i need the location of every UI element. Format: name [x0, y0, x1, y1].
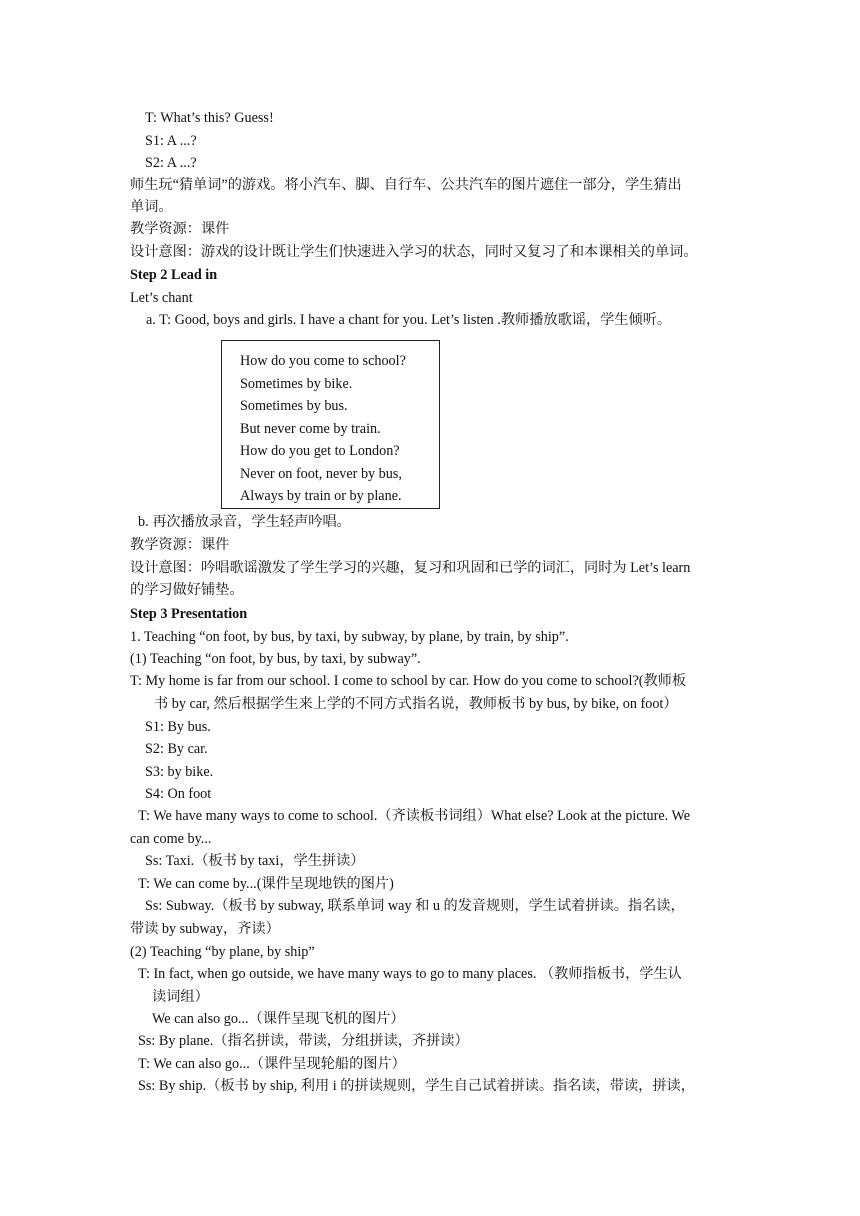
dialogue-line: T: We can come by...(课件呈现地铁的图片) [138, 876, 394, 892]
dialogue-line: T: We have many ways to come to school.（齐读板书词组）What else? Look at the picture. We [138, 808, 691, 824]
resource-line: 教学资源：课件 [130, 537, 230, 553]
dialogue-line: Ss: Subway.（板书 by subway, 联系单词 way 和 u 的发音规则，学生试着拼读。指名读， [145, 898, 685, 914]
paragraph-line: 师生玩“猜单词”的游戏。将小汽车、脚、自行车、公共汽车的图片遮住一部分，学生猜出 [130, 177, 682, 193]
dialogue-line: Ss: Taxi.（板书 by taxi，学生拼读） [145, 853, 365, 869]
paragraph-line: (2) Teaching “by plane, by ship” [130, 944, 315, 960]
chant-line: Sometimes by bike. [240, 376, 353, 392]
dialogue-line: 带读 by subway，齐读） [130, 921, 280, 937]
paragraph-line: 单词。 [130, 199, 173, 215]
dialogue-line: T: What’s this? Guess! [145, 110, 274, 126]
chant-line: How do you come to school? [240, 353, 406, 369]
dialogue-line: S1: A ...? [145, 133, 197, 149]
dialogue-line: We can also go...（课件呈现飞机的图片） [152, 1011, 405, 1027]
dialogue-line: Ss: By plane.（指名拼读，带读，分组拼读，齐拼读） [138, 1033, 469, 1049]
dialogue-line: 读词组） [152, 989, 209, 1005]
chant-line: Never on foot, never by bus, [240, 466, 402, 482]
dialogue-line: can come by... [130, 831, 212, 847]
dialogue-line: S4: On foot [145, 786, 212, 802]
resource-line: 教学资源：课件 [130, 221, 230, 237]
paragraph-line: (1) Teaching “on foot, by bus, by taxi, by subway”. [130, 651, 421, 667]
list-item: a. T: Good, boys and girls. I have a chant for you. Let’s listen .教师播放歌谣，学生倾听。 [146, 312, 672, 328]
dialogue-line: S3: by bike. [145, 764, 214, 780]
step-heading: Step 3 Presentation [130, 606, 248, 622]
intent-line: 设计意图：吟唱歌谣激发了学生学习的兴趣，复习和巩固和已学的词汇，同时为 Let’s learn [130, 560, 691, 576]
list-item: b. 再次播放录音，学生轻声吟唱。 [138, 514, 351, 530]
chant-line: Sometimes by bus. [240, 398, 348, 414]
dialogue-line: T: We can also go...（课件呈现轮船的图片） [138, 1056, 406, 1072]
dialogue-line: S2: A ...? [145, 155, 197, 171]
dialogue-line: S1: By bus. [145, 719, 211, 735]
chant-line: Always by train or by plane. [240, 488, 402, 504]
chant-line: How do you get to London? [240, 443, 400, 459]
step-heading: Step 2 Lead in [130, 267, 218, 283]
paragraph-line: 1. Teaching “on foot, by bus, by taxi, by subway, by plane, by train, by ship”. [130, 629, 569, 645]
chant-line: But never come by train. [240, 421, 381, 437]
dialogue-line: Ss: By ship.（板书 by ship, 利用 i 的拼读规则，学生自己试着拼读。指名读，带读，拼读， [138, 1078, 695, 1094]
intent-line: 的学习做好铺垫。 [130, 582, 244, 598]
chant-box [221, 340, 440, 509]
paragraph-line: T: My home is far from our school. I come to school by car. How do you come to school?(教师板 [130, 673, 687, 689]
dialogue-line: S2: By car. [145, 741, 208, 757]
subheading: Let’s chant [130, 290, 193, 306]
intent-line: 设计意图：游戏的设计既让学生们快速进入学习的状态，同时又复习了和本课相关的单词。 [130, 244, 698, 260]
dialogue-line: T: In fact, when go outside, we have many ways to go to many places. （教师指板书，学生认 [138, 966, 682, 982]
paragraph-line: 书 by car, 然后根据学生来上学的不同方式指名说，教师板书 by bus, by bike, on foot） [154, 696, 678, 712]
